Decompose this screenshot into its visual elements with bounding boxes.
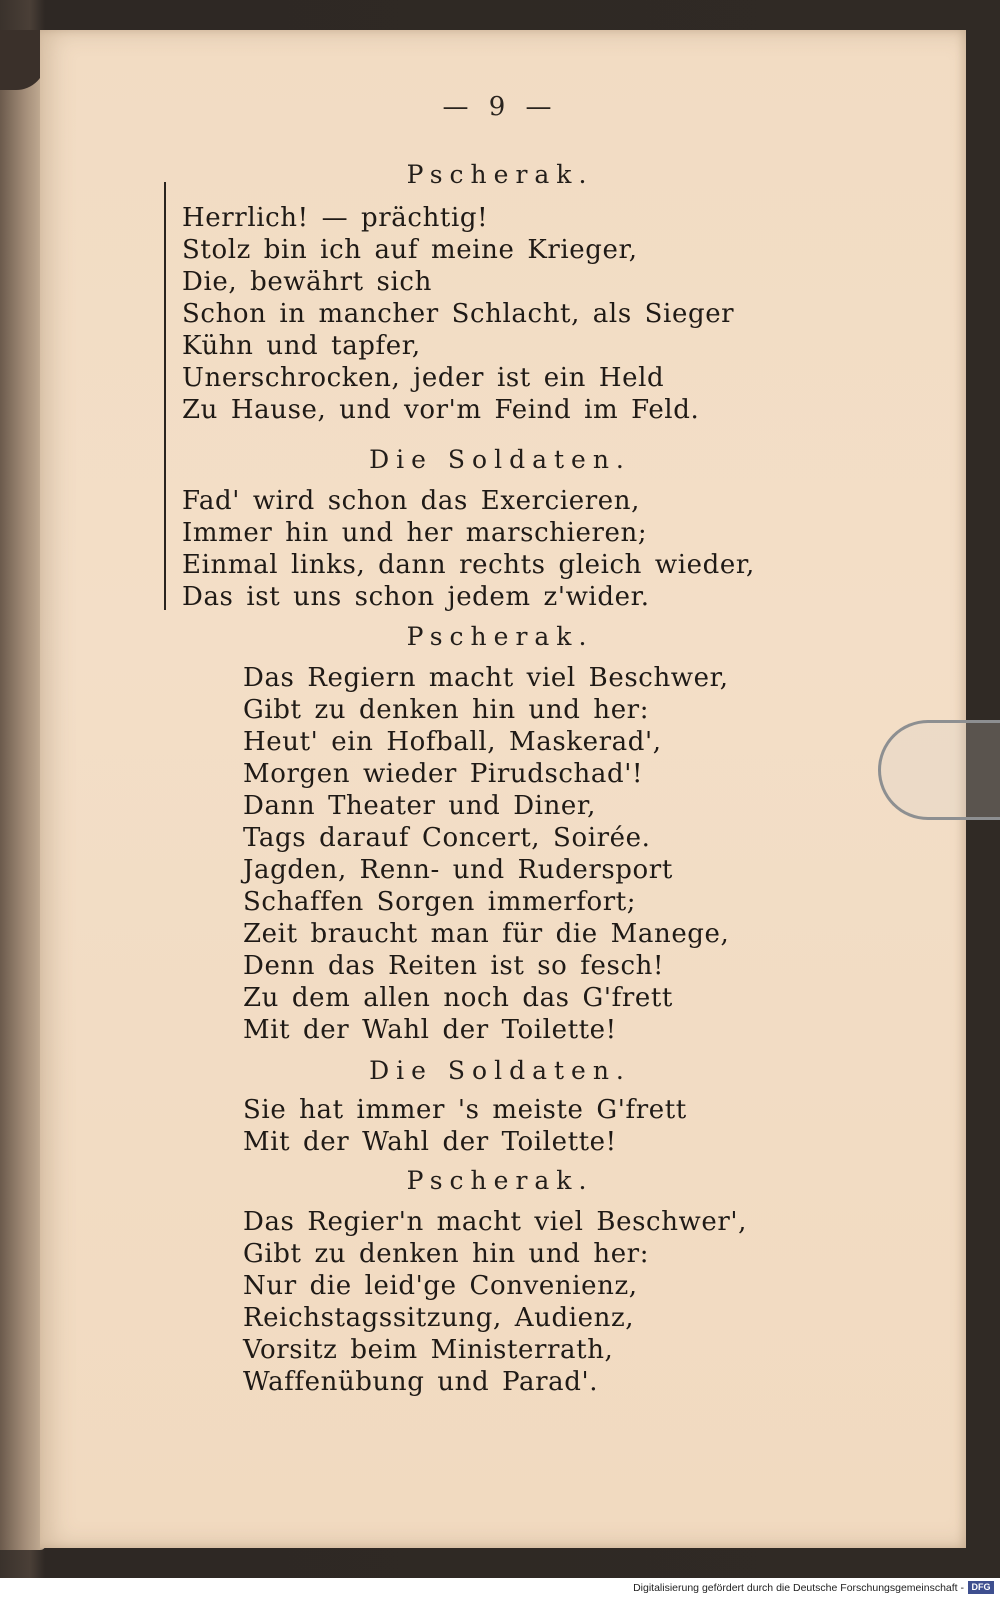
verse-block — [182, 485, 755, 613]
verse-line: Das Regier'n macht viel Beschwer', — [243, 1207, 748, 1237]
verse-line: Zeit braucht man für die Manege, — [243, 919, 730, 949]
verse-line: Immer hin und her marschieren; — [182, 518, 648, 548]
verse-line: Vorsitz beim Ministerrath, — [243, 1335, 614, 1365]
verse-line: Die, bewährt sich — [182, 267, 432, 297]
verse-line: Zu dem allen noch das G'frett — [243, 983, 673, 1013]
verse-line: Gibt zu denken hin und her: — [243, 1239, 650, 1269]
verse-line: Stolz bin ich auf meine Krieger, — [182, 235, 638, 265]
verse-line: Unerschrocken, jeder ist ein Held — [182, 363, 665, 393]
verse-line: Heut' ein Hofball, Maskerad', — [243, 727, 662, 757]
verse-line: Mit der Wahl der Toilette! — [243, 1127, 617, 1157]
verse-line: Das ist uns schon jedem z'wider. — [182, 582, 650, 612]
verse-line: Denn das Reiten ist so fesch! — [243, 951, 665, 981]
verse-line: Zu Hause, und vor'm Feind im Feld. — [182, 395, 700, 425]
verse-line: Reichstagssitzung, Audienz, — [243, 1303, 635, 1333]
verse-line: Waffenübung und Parad'. — [243, 1367, 599, 1397]
verse-line: Das Regiern macht viel Beschwer, — [243, 663, 729, 693]
page-number: — 9 — — [442, 92, 558, 122]
verse-block — [243, 662, 729, 1046]
speaker-heading: Pscherak. — [406, 160, 594, 189]
verse-block — [243, 1094, 687, 1158]
verse-line: Dann Theater und Diner, — [243, 791, 596, 821]
speaker-heading: Die Soldaten. — [369, 1056, 631, 1085]
verse-line: Fad' wird schon das Exercieren, — [182, 486, 640, 516]
verse-block — [243, 1206, 747, 1398]
verse-line: Morgen wieder Pirudschad'! — [243, 759, 644, 789]
verse-line: Herrlich! — prächtig! — [182, 203, 489, 233]
verse-line: Schaffen Sorgen immerfort; — [243, 887, 637, 917]
verse-line: Einmal links, dann rechts gleich wieder, — [182, 550, 755, 580]
verse-line: Jagden, Renn- und Rudersport — [243, 855, 673, 885]
verse-line: Tags darauf Concert, Soirée. — [243, 823, 651, 853]
speaker-heading: Pscherak. — [406, 1166, 594, 1195]
dfg-logo: DFG — [968, 1581, 994, 1594]
verse-line: Schon in mancher Schlacht, als Sieger — [182, 299, 735, 329]
verse-line: Kühn und tapfer, — [182, 331, 421, 361]
speaker-heading: Die Soldaten. — [369, 445, 631, 474]
speaker-heading: Pscherak. — [406, 622, 594, 651]
page-clip — [878, 720, 1000, 820]
verse-line: Mit der Wahl der Toilette! — [243, 1015, 617, 1045]
verse-line: Nur die leid'ge Convenienz, — [243, 1271, 638, 1301]
verse-block — [182, 202, 734, 426]
verse-line: Gibt zu denken hin und her: — [243, 695, 650, 725]
verse-brace — [164, 182, 178, 610]
verse-line: Sie hat immer 's meiste G'frett — [243, 1095, 687, 1125]
funding-notice: Digitalisierung gefördert durch die Deutsche Forschungsgemeinschaft - — [633, 1582, 964, 1594]
